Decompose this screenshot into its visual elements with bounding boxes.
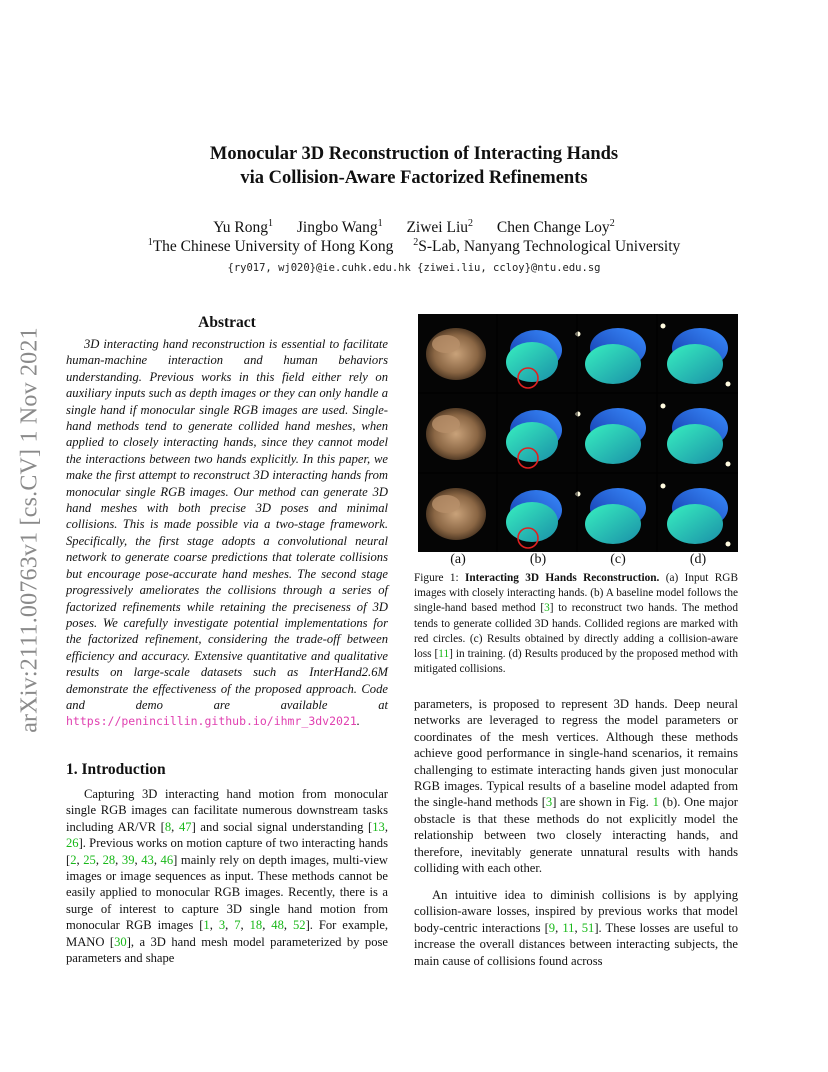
citation[interactable]: 30: [114, 934, 127, 949]
citation[interactable]: 52: [292, 918, 306, 933]
author-emails: {ry017, wj020}@ie.cuhk.edu.hk {ziwei.liu, ccloy}@ntu.edu.sg: [227, 262, 601, 274]
author: Chen Change Loy$^2$: [496, 217, 615, 236]
author-list: [0, 219, 828, 237]
hands-reconstruction-grid-icon: [418, 314, 738, 552]
citation[interactable]: 47: [178, 819, 192, 834]
affiliation: $^2$S-Lab, Nanyang Technological University: [413, 236, 681, 255]
citation[interactable]: 28: [102, 852, 116, 867]
citation[interactable]: 43: [141, 852, 154, 867]
citation[interactable]: 48: [271, 918, 284, 933]
affiliation: $^1$The Chinese University of Hong Kong: [147, 236, 394, 255]
citation[interactable]: 11: [562, 920, 575, 935]
arxiv-identifier: arXiv:2111.00763v1 [cs.CV] 1 Nov 2021: [16, 327, 43, 733]
author: Ziwei Liu$^2$: [406, 217, 474, 236]
intro-paragraph: Capturing 3D interacting hand motion from monocular single RGB images can facilitate numerous downstream tasks including AR/VR [8, 47] and social signal understanding [13, 26]. Previous works on motion capture of two interacting hands [2, 25, 28, 39, 43, 46] mainly rely on depth images, multi-view images or image sequences as input. These methods cannot be easily applied to monocular RGB images. Recently, there is a surge of interest to capture 3D single hand motion from monocular RGB images [1, 3, 7, 18, 48, 52]. For example, MANO [30], a 3D hand mesh model parameterized by pose parameters and shape: [66, 787, 389, 966]
abstract-heading: Abstract: [198, 314, 256, 331]
citation[interactable]: 26: [66, 836, 79, 851]
citation[interactable]: 9: [548, 920, 556, 935]
intro-paragraph-2: An intuitive idea to diminish collisions is by applying collision-aware losses, inspired by previous works that model body-centric interactions [9, 11, 51]. These losses are useful to increase the overall distances between interacting subjects, the main cause of collisions found across: [414, 888, 739, 968]
affiliation-list: [0, 238, 828, 256]
figure-label-b: (b): [529, 552, 547, 567]
author: Jingbo Wang$^1$: [296, 217, 383, 236]
figure-label-a: (a): [450, 552, 466, 567]
figure-1-image-grid: [418, 314, 738, 552]
citation[interactable]: 1: [203, 918, 210, 933]
figure-label-c: (c): [610, 552, 626, 567]
citation[interactable]: 46: [160, 852, 174, 867]
citation[interactable]: 8: [164, 819, 172, 834]
intro-paragraph-continued: parameters, is proposed to represent 3D hands. Deep neural networks are leveraged to regress the model parameters or coordinates of the mesh vertices. Although these methods achieve good performance in single-hand scenarios, it remains challenging to estimate interacting hands given just monocular RGB images. Typical results of a baseline model adapted from the single-hand methods [3] are shown in Fig. 1 (b). One major obstacle is that these methods do not explicitly model the relationship between two closely interacting hands, and therefore, inevitably generate unnatural results with hands colliding with each other.: [414, 697, 738, 876]
figure-reference[interactable]: 1: [652, 795, 659, 810]
paper-title-line-1: Monocular 3D Reconstruction of Interacting Hands: [209, 144, 619, 164]
citation[interactable]: 3: [218, 918, 226, 933]
citation[interactable]: 25: [83, 852, 96, 867]
figure-label-d: (d): [689, 552, 707, 567]
citation[interactable]: 11: [438, 648, 450, 661]
citation[interactable]: 3: [544, 602, 550, 615]
citation[interactable]: 39: [121, 852, 135, 867]
citation[interactable]: 7: [234, 918, 241, 933]
figure-column-labels: [418, 552, 738, 568]
citation[interactable]: 13: [372, 819, 385, 834]
abstract-body: 3D interacting hand reconstruction is essential to facilitate human-machine interaction and human behaviors understanding. Previous works in this field either rely on auxiliary inputs such as depth images or they can only handle a single hand if monocular single RGB images are used. Single-hand methods tend to generate collided hand meshes, when applied to closely interacting hands, since they cannot model the interactions between two hands explicitly. In this paper, we make the first attempt to reconstruct 3D interacting hands from monocular single RGB images. Our method can generate 3D hand meshes with both precise 3D poses and minimal collisions. This is made possible via a two-stage framework. Specifically, the first stage adopts a convolutional neural network to generate coarse predictions that tolerate collisions but encourage pose-accurate hand meshes. The second stage progressively ameliorates the collisions through a series of factorized refinements while retaining the preciseness of 3D poses. We carefully investigate potential implementations for the factorized refinement, considering the trade-off between efficiency and accuracy. Extensive quantitative and qualitative results on large-scale datasets such as InterHand2.6M demonstrate the effectiveness of the proposed approach. Code and demo are available at https://penincillin.github.io/ihmr_3dv2021.: [66, 337, 388, 729]
citation[interactable]: 51: [581, 920, 595, 935]
intro-heading: 1. Introduction: [66, 761, 166, 778]
citation[interactable]: 3: [545, 795, 553, 810]
paper-title-line-2: via Collision-Aware Factorized Refinements: [240, 168, 588, 188]
figure-1-caption: Figure 1: Interacting 3D Hands Reconstruction. (a) Input RGB images with closely interacting hands. (b) A baseline model follows the single-hand based method [3] to reconstruct two hands. The method tends to generate collided 3D hands. Collided regions are marked with red circles. (c) Results obtained by directly adding a collision-aware loss [11] in training. (d) Results produced by the proposed method with mitigated collisions.: [414, 572, 738, 676]
citation[interactable]: 2: [70, 852, 77, 867]
code-link[interactable]: https://penincillin.github.io/ihmr_3dv2021: [66, 714, 357, 729]
author: Yu Rong$^1$: [213, 217, 273, 236]
citation[interactable]: 18: [249, 918, 263, 933]
